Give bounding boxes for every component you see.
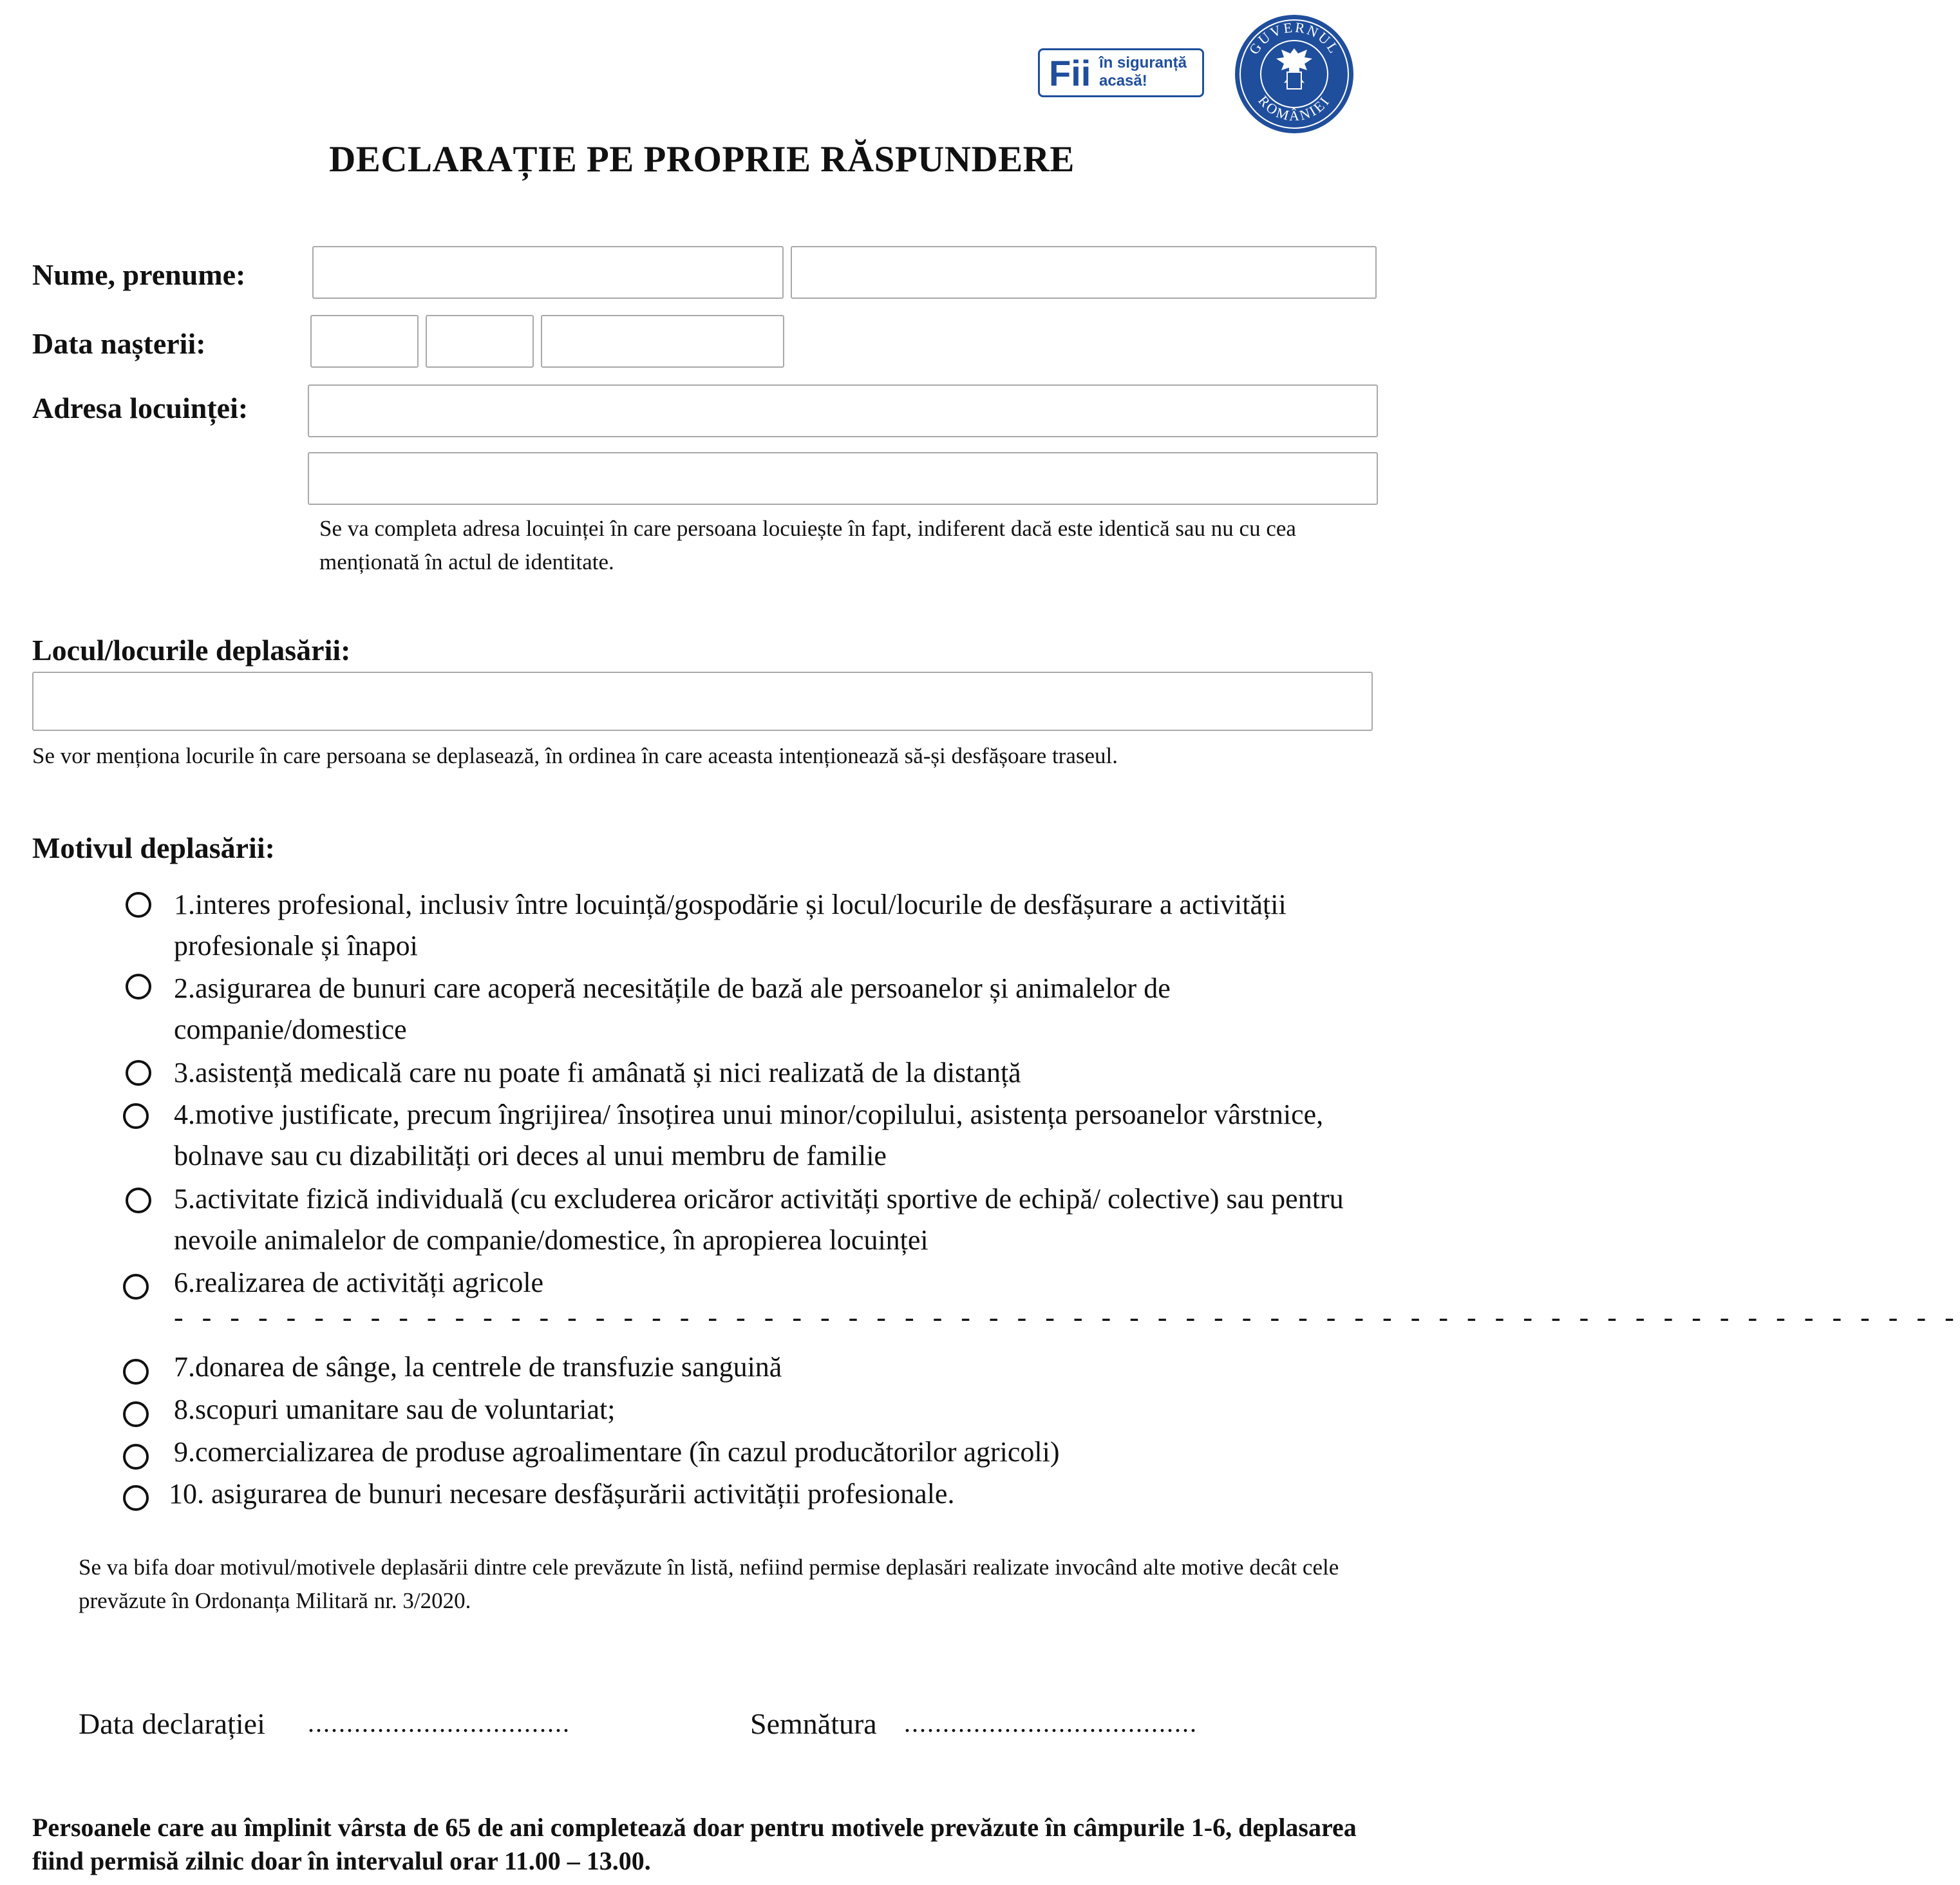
first-name-field[interactable] <box>791 246 1377 299</box>
motive-radio-6[interactable] <box>123 1274 149 1300</box>
motive-radio-10[interactable] <box>123 1485 149 1511</box>
birth-month-field[interactable] <box>426 315 534 368</box>
places-note: Se vor menționa locurile în care persoana se deplasează, în ordinea în care aceasta intenționează să-și desfășoare traseul. <box>32 743 1118 768</box>
last-name-field[interactable] <box>312 246 784 299</box>
motive-note: Se va bifa doar motivul/motivele deplasării dintre cele prevăzute în listă, nefiind permise deplasări realizate invocând alte motive decât cele prevăzute în Ordonanța Militară nr. 3/2020. <box>79 1555 1339 1613</box>
address-note: Se va completa adresa locuinței în care persoana locuiește în fapt, indiferent dacă este identică sau nu cu cea menționată în actul de identitate. <box>319 516 1296 574</box>
declaration-date-field[interactable]: .................................. <box>308 1709 570 1738</box>
motive-radio-5[interactable] <box>126 1188 151 1213</box>
name-label: Nume, prenume: <box>32 258 246 291</box>
motive-item-9: 9.comercializarea de produse agroalimentare (în cazul producătorilor agricoli) <box>174 1436 1060 1468</box>
svg-text:GUVERNUL: GUVERNUL <box>1245 19 1343 58</box>
government-seal-icon <box>1233 13 1355 135</box>
motive-radio-4[interactable] <box>123 1103 149 1129</box>
places-field[interactable] <box>32 672 1373 731</box>
motive-item-2: 2.asigurarea de bunuri care acoperă necesitățile de bază ale persoanelor și animalelor de companie/domestice <box>174 972 1171 1045</box>
motive-label: Motivul deplasării: <box>32 831 275 864</box>
motive-item-1: 1.interes profesional, inclusiv între locuință/gospodărie și locul/locurile de desfășurare a activității profesionale și înapoi <box>174 889 1286 961</box>
fii-logo-text: Fii <box>1049 53 1091 93</box>
motive-item-10: 10. asigurarea de bunuri necesare desfășurării activității profesionale. <box>169 1478 955 1510</box>
motive-item-4: 4.motive justificate, precum îngrijirea/ însoțirea unui minor/copilului, asistența persoanelor vârstnice, bolnave sau cu dizabilități ori deces al unui membru de familie <box>174 1099 1324 1171</box>
birth-date-label: Data nașterii: <box>32 327 206 360</box>
address-line1-field[interactable] <box>308 384 1378 437</box>
svg-text:ROMÂNIEI: ROMÂNIEI <box>1255 92 1333 124</box>
places-label: Locul/locurile deplasării: <box>32 634 351 667</box>
birth-year-field[interactable] <box>541 315 784 368</box>
fii-logo-subtext: în siguranță acasă! <box>1099 54 1187 90</box>
motive-item-7: 7.donarea de sânge, la centrele de transfuzie sanguină <box>174 1351 782 1383</box>
motive-item-8: 8.scopuri umanitare sau de voluntariat; <box>174 1394 616 1425</box>
motive-radio-1[interactable] <box>126 892 151 918</box>
motive-item-5: 5.activitate fizică individuală (cu excluderea oricăror activități sportive de echipă/ colective) sau pentru nevoile animalelor de companie/domestice, în apropierea locuinței <box>174 1183 1344 1256</box>
motive-separator: - - - - - - - - - - - - - - - - - - - - - - - - - - - - - - - - - - - - - - - - - - - - - - - - - - - - - - - - - - - - - - - - <box>174 1302 1960 1333</box>
address-line2-field[interactable] <box>308 452 1378 505</box>
motive-radio-2[interactable] <box>126 974 151 999</box>
page-title: DECLARAȚIE PE PROPRIE RĂSPUNDERE <box>329 139 1075 180</box>
fii-in-siguranta-logo <box>1038 48 1204 97</box>
motive-item-3: 3.asistență medicală care nu poate fi amânată și nici realizată de la distanță <box>174 1057 1021 1088</box>
motive-radio-3[interactable] <box>126 1060 151 1086</box>
age-restriction-note: Persoanele care au împlinit vârsta de 65 de ani completează doar pentru motivele prevăzute în câmpurile 1-6, deplasarea fiind permisă zilnic doar în intervalul orar 11.00 – 13.00. <box>32 1813 1357 1875</box>
motive-radio-9[interactable] <box>123 1444 149 1470</box>
motive-item-6: 6.realizarea de activități agricole <box>174 1267 544 1298</box>
motive-radio-7[interactable] <box>123 1359 149 1385</box>
signature-field[interactable]: ...................................... <box>904 1709 1198 1738</box>
declaration-date-label: Data declarației <box>79 1707 265 1740</box>
birth-day-field[interactable] <box>310 315 419 368</box>
address-label: Adresa locuinței: <box>32 392 249 424</box>
motive-radio-8[interactable] <box>123 1401 149 1427</box>
signature-label: Semnătura <box>750 1707 877 1740</box>
